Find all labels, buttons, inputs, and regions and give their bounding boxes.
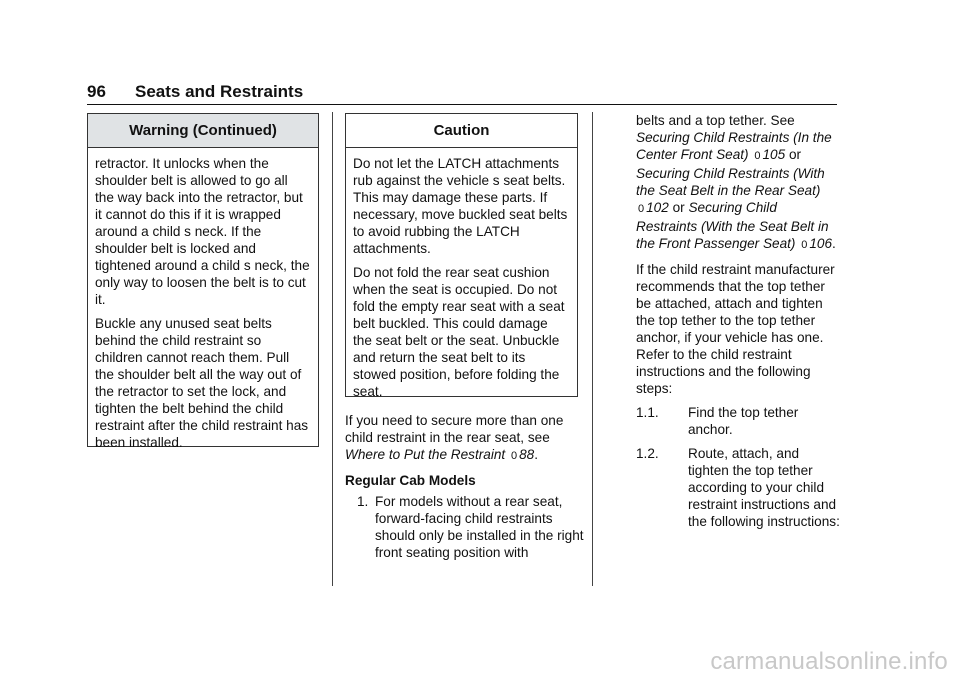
ref-rear-seat-link[interactable]: Securing Child Restraints (With the Seat Belt in the Rear Seat) (636, 166, 825, 198)
subheading-regular-cab: Regular Cab Models (345, 473, 476, 488)
punctuation: . (832, 236, 836, 251)
warning-title: Warning (Continued) (88, 114, 318, 148)
item-text: For models without a rear seat, forward-facing child restraints should only be installed in the right front seating position with (375, 494, 584, 560)
page-ref-arrow-icon: 0 (510, 450, 518, 462)
step-item (636, 445, 841, 530)
section-title: Seats and Restraints (135, 82, 304, 101)
step-text: Find the top tether anchor. (688, 405, 799, 437)
caution-paragraph: Do not fold the rear seat cushion when the seat is occupied. Do not fold the empty rear seat with a seat belt buckled. This could damage the seat belt or the seat. Unbuckle and return the seat belt to its stowed position, before folding the seat. (353, 265, 565, 399)
where-to-put-restraint-link[interactable]: Where to Put the Restraint (345, 447, 506, 462)
step-number: 1.2. (636, 446, 659, 461)
column-divider-right (592, 112, 593, 586)
or-text: or (788, 147, 802, 162)
caution-paragraph: Do not let the LATCH attachments rub against the vehicle s seat belts. This may damage these parts. If necessary, move buckled seat belts to avoid rubbing the LATCH attachments. (353, 156, 568, 256)
tether-paragraph: If the child restraint manufacturer recommends that the top tether be attached, attach and tighten the top tether to the top tether anchor, if your vehicle has one. Refer to the child restraint instructions and the following steps: (636, 262, 835, 396)
column-divider-left (332, 112, 333, 586)
tether-references (636, 112, 841, 254)
page-ref-arrow-icon: 0 (801, 239, 808, 251)
step-item (636, 404, 841, 438)
ref-front-passenger-seat-link[interactable]: Securing Child Restraints (With the Seat Belt in the Front Passenger Seat) (636, 200, 829, 251)
warning-paragraph: retractor. It unlocks when the shoulder belt is allowed to go all the way back into the retractor, but it cannot do this if it is wrapped around a child s neck. If the shoulder belt is locked and tightened around a child s neck, the only way to loosen the belt is to cut it. (95, 156, 310, 307)
middle-column-text (345, 412, 585, 568)
numbered-item (345, 493, 585, 561)
ref-center-front-seat-link[interactable]: Securing Child Restraints (In the Center Front Seat) (636, 130, 832, 162)
step-number: 1.1. (636, 405, 659, 420)
step-text: Route, attach, and tighten the top tether according to your child restraint instructions and the following instructions: (688, 446, 840, 529)
page-ref-number[interactable]: 102 (646, 200, 669, 215)
punctuation: . (534, 447, 538, 462)
right-column-text (636, 112, 841, 537)
watermark: carmanualsonline.info (710, 648, 948, 675)
warning-box (87, 113, 319, 450)
or-text: or (672, 200, 685, 215)
cont-text: belts and a top tether. See (636, 113, 795, 128)
page-ref-number[interactable]: 88 (519, 447, 535, 462)
warning-body (88, 148, 318, 451)
warning-paragraph: Buckle any unused seat belts behind the child restraint so children cannot reach them. Pull the shoulder belt all the way out of the retractor to set the lock, and tighten the belt behind the child restraint after the child restraint has been installed. (95, 316, 309, 450)
intro-text: If you need to secure more than one child restraint in the rear seat, see (345, 413, 564, 445)
page-number: 96 (87, 82, 106, 101)
page-header (87, 82, 837, 105)
caution-title: Caution (346, 114, 577, 148)
page-ref-arrow-icon: 0 (638, 203, 645, 215)
caution-body (346, 148, 577, 400)
restraint-intro (345, 412, 585, 465)
page-ref-number[interactable]: 105 (762, 147, 786, 162)
item-number: 1. (357, 494, 369, 509)
page-ref-number[interactable]: 106 (809, 236, 833, 251)
caution-box (345, 113, 578, 397)
page-ref-arrow-icon: 0 (754, 150, 761, 162)
